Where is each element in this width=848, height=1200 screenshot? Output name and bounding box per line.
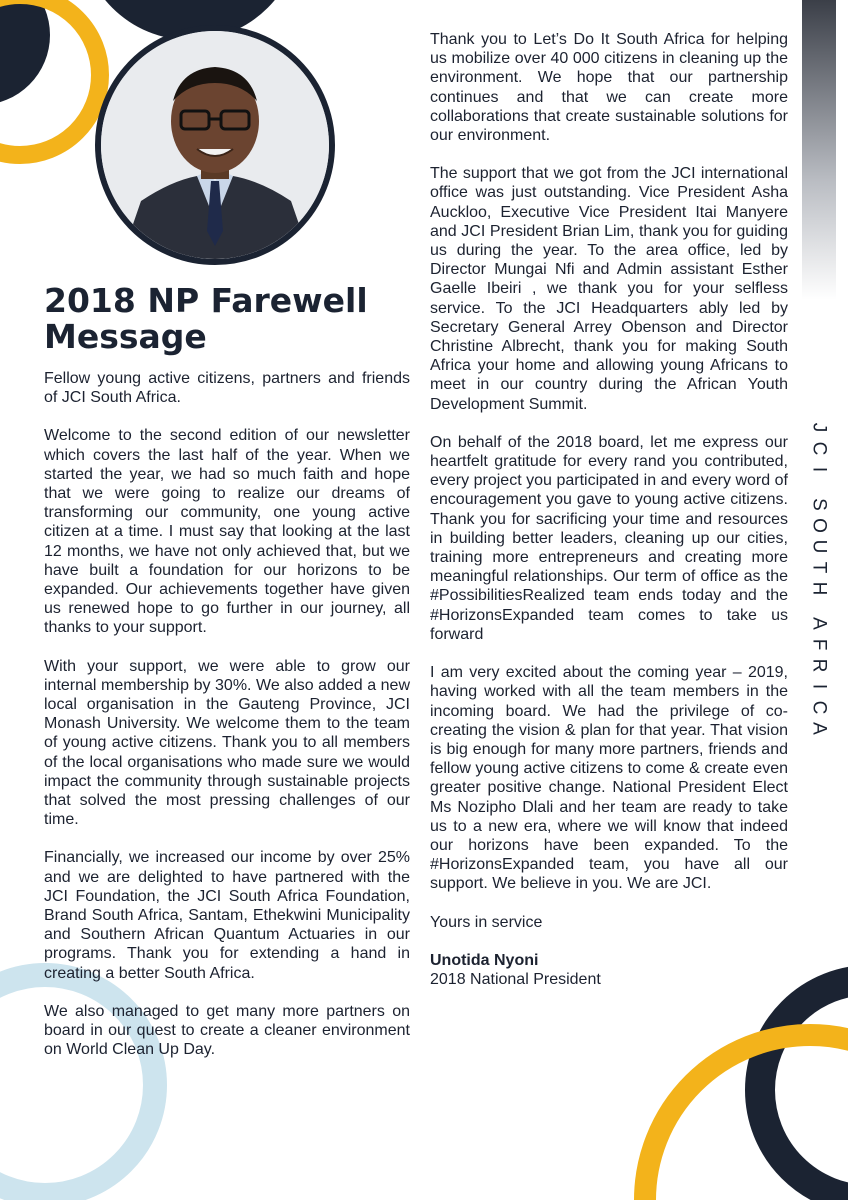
signature-name: Unotida Nyoni	[430, 951, 539, 969]
paragraph-gratitude: On behalf of the 2018 board, let me express our heartfelt gratitude for every rand you contributed, every project you participated in and every word of encouragement you gave to young active citizens. Thank you for sacrificing your time and resources in building better leaders, cleaning up our cities, training more entrepreneurs and creating more meaningful relationships. Our term of office as the #PossibilitiesRealized team ends today and the #HorizonsExpanded team comes to take us forward	[430, 433, 788, 643]
bottom-right-navy-ring	[760, 980, 848, 1200]
closing-line: Yours in service	[430, 913, 543, 931]
signature-role: 2018 National President	[430, 970, 601, 988]
left-text-column	[44, 369, 410, 1079]
brand-letter: F	[808, 638, 830, 651]
top-left-navy-circle	[0, 0, 50, 105]
portrait-illustration	[101, 31, 329, 259]
paragraph-partners: We also managed to get many more partners on board in our quest to create a cleaner environment on World Clean Up Day.	[44, 1002, 410, 1059]
brand-letter: I	[808, 466, 830, 473]
paragraph-greeting: Fellow young active citizens, partners and friends of JCI South Africa.	[44, 370, 410, 407]
paragraph-welcome: Welcome to the second edition of our newsletter which covers the last half of the year. When we started the year, we had so much faith and hope that we were going to realize our dreams of transforming our community, one young active citizen at a time. I must say that looking at the last 12 months, we have not only achieved that, but we have built a foundation for our horizons to be expanded. Our achievements together have given us renewed hope to go further in our journey, all thanks to your support.	[44, 427, 410, 637]
title-line-1: 2018 NP Farewell	[44, 281, 368, 320]
title-line-2: Message	[44, 317, 207, 356]
paragraph-membership: With your support, we were able to grow our internal membership by 30%. We also added a new local organisation in the Gauteng Province, JCI Monash University. We welcome them to the team of young active citizens. Thank you to all members of the local organisations who made sure we would impact the community through sustainable projects that solved the most pressing challenges of our time.	[44, 657, 410, 829]
brand-letter: U	[808, 539, 830, 554]
paragraph-international-support: The support that we got from the JCI international office was just outstanding. Vice President Asha Auckloo, Executive Vice President Itai Manyere and JCI President Brian Lim, thank you for guiding us during the year. To the area office, led by Director Mungai Nfi and Admin assistant Esther Gaelle Ibeiri , we thank you for your selfless service. To the JCI Headquarters ably led by Secretary General Arrey Obenson and Director Christine Albrecht, thank you for making South Africa your home and allowing young Africans to meet in our country during the African Youth Development Summit.	[430, 165, 788, 413]
signature-block	[430, 951, 788, 989]
page-title	[44, 283, 404, 355]
brand-letter: R	[808, 658, 830, 673]
brand-letter: C	[808, 441, 830, 456]
right-gradient-bar	[802, 0, 836, 300]
top-left-gold-ring	[0, 0, 100, 155]
portrait-photo	[95, 25, 335, 265]
brand-letter: C	[808, 700, 830, 715]
vertical-brand-text	[806, 418, 832, 738]
brand-letter: I	[808, 683, 830, 690]
brand-letter: T	[808, 561, 830, 574]
brand-letter: A	[808, 617, 830, 630]
paragraph-coming-year: I am very excited about the coming year – 2019, having worked with all the team members in the incoming board. We had the privilege of co-creating the vision & plan for that year. That vision is big enough for many more partners, friends and fellow young active citizens to come & create even greater positive change. National President Elect Ms Nozipho Dlali and her team are ready to take us to a new era, where we will know that indeed our horizons have been expanded. To the #HorizonsExpanded team, you have all our support. We believe in you. We are JCI.	[430, 664, 788, 893]
bottom-right-gold-ring	[645, 1035, 848, 1200]
brand-letter: O	[808, 518, 830, 533]
paragraph-financial: Financially, we increased our income by over 25% and we are delighted to have partnered with the JCI Foundation, the JCI South Africa Foundation, Brand South Africa, Santam, Ethekwini Municipality and Southern African Quantum Actuaries in our programs. Thank you for extending a hand in creating a better South Africa.	[44, 849, 410, 982]
brand-letter: S	[808, 498, 830, 511]
brand-letter: J	[808, 422, 830, 433]
brand-letter: H	[808, 581, 830, 596]
brand-letter: A	[808, 722, 830, 735]
right-text-column	[430, 30, 788, 1008]
paragraph-lets-do-it: Thank you to Let’s Do It South Africa for helping us mobilize over 40 000 citizens in cleaning up the environment. We hope that our partnership continues and that we can create more collaborations that create sustainable solutions for our environment.	[430, 31, 788, 145]
